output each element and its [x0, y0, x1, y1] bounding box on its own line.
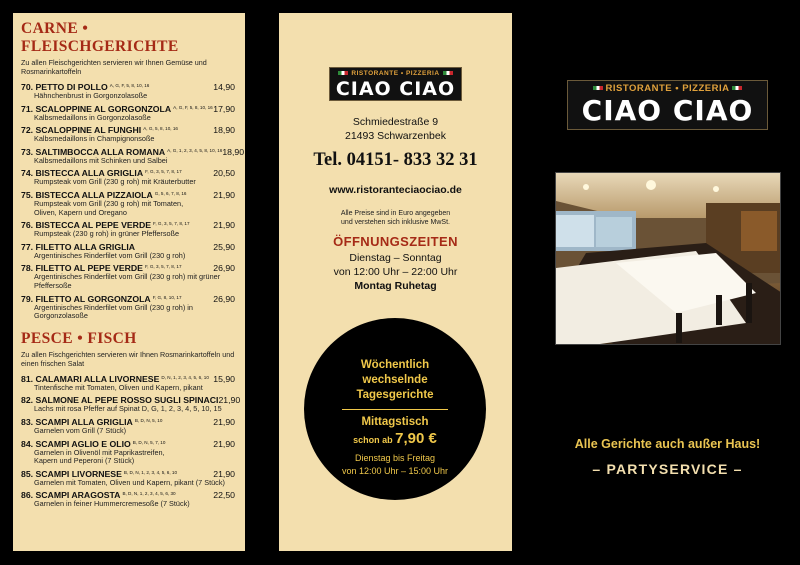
lunch-special-badge: [304, 318, 486, 500]
opening-hours: [279, 251, 512, 293]
lunch-days: Dienstag bis Freitag: [354, 453, 436, 463]
menu-item: [21, 146, 245, 166]
weekly-line: Wöchentlich: [360, 359, 430, 371]
menu-item: [21, 190, 237, 217]
menu-item-description: Garnelen in Olivenöl mit Paprikastreifen,: [34, 447, 165, 457]
menu-item-description: Garnelen vom Grill (7 Stück): [34, 425, 127, 435]
menu-item-price: 26,90: [213, 293, 235, 304]
logo-subtitle: RISTORANTE • PIZZERIA: [351, 70, 440, 77]
lunch-price-value: 7,90 €: [395, 430, 437, 447]
lunch-title: Mittagstisch: [361, 416, 429, 428]
menu-item-price: 21,90: [213, 468, 235, 479]
restaurant-logo-large: [567, 80, 768, 130]
menu-item-price: 18,90: [222, 146, 245, 157]
allergen-codes: A, G, 1, 2, 3, 4, 5, 8, 10, 16: [167, 147, 223, 153]
hours-days: Dienstag – Sonntag: [349, 252, 442, 264]
lunch-hours: [304, 452, 486, 478]
fish-section-intro: Zu allen Fischgerichten servieren wir Ihnen Rosmarinkartoffeln und einen frischen Salat: [21, 349, 235, 368]
partyservice-text: – PARTYSERVICE –: [592, 461, 743, 477]
menu-item-description: Oliven, Kapern und Oregano: [34, 207, 127, 217]
logo-title: CIAO CIAO: [581, 94, 754, 127]
menu-item: [21, 242, 237, 261]
menu-item-name: 78. FILETTO AL PEPE VERDE $^{F, G, 3, 5, 7, 8, 17}$: [21, 263, 182, 274]
menu-item-price: 20,50: [213, 168, 235, 179]
menu-item-description: Argentinisches Rinderfilet vom Grill (230 g roh): [34, 250, 186, 260]
menu-item: [21, 168, 237, 187]
weekly-dishes-text: [304, 358, 486, 403]
menu-item-description: Kapern und Peperoni (7 Stück): [34, 456, 135, 466]
menu-item-name: 86. SCAMPI ARAGOSTA $^{B, D, N, 1, 2, 3, 4, 5, 6, 30}$: [21, 490, 176, 501]
menu-item: [21, 439, 237, 466]
menu-item-description: Tintenfische mit Tomaten, Oliven und Kapern, pikant: [34, 382, 203, 392]
menu-item-price: 18,90: [213, 125, 235, 136]
menu-item: [21, 104, 237, 123]
menu-item-description: Kalbsmedaillons in Gorgonzolasoße: [34, 112, 151, 122]
menu-item-description: Kalbsmedaillons mit Schinken und Salbei: [34, 155, 168, 165]
address: [279, 115, 512, 143]
restaurant-logo: [329, 67, 462, 101]
info-panel: [279, 13, 512, 551]
menu-item-name: 76. BISTECCA AL PEPE VERDE $^{F, G, 3, 5, 7, 8, 17}$: [21, 220, 190, 231]
menu-item-price: 22,50: [213, 490, 235, 501]
logo-title: CIAO CIAO: [335, 78, 456, 100]
logo-subtitle: RISTORANTE • PIZZERIA: [605, 83, 730, 94]
allergen-codes: A, G, 5, 8, 10, 16: [143, 126, 178, 132]
takeaway-text: Alle Gerichte auch außer Haus!: [574, 437, 761, 451]
hours-times: von 12:00 Uhr – 22:00 Uhr: [333, 266, 458, 278]
menu-item-name: 84. SCAMPI AGLIO E OLIO $^{B, D, N, 5, 7, 10}$: [21, 438, 166, 449]
menu-item-price: 21,90: [213, 438, 235, 449]
menu-item-name: 74. BISTECCA ALLA GRIGLIA $^{F, G, 3, 5, 7, 8, 17}$: [21, 168, 182, 179]
menu-item-description: Rumpsteak (230 g roh) in grüner Pfeffersoße: [34, 229, 180, 239]
menu-item: [21, 417, 237, 436]
menu-item-name: 79. FILETTO AL GORGONZOLA $^{F, G, 8, 10, 17}$: [21, 293, 182, 304]
menu-item-name: 81. CALAMARI ALLA LIVORNESE $^{D, N, 1, 2, 3, 4, 5, 6, 10}$: [21, 373, 209, 384]
allergen-codes: D, N, 1, 2, 3, 4, 5, 6, 10: [161, 374, 209, 380]
allergen-codes: F, G, 8, 10, 17: [152, 294, 182, 300]
price-note-line: und verstehen sich inklusive MwSt.: [341, 219, 450, 226]
italian-flag-icon: [443, 71, 453, 75]
address-city: 21493 Schwarzenbek: [345, 130, 446, 142]
menu-item-name: 83. SCAMPI ALLA GRIGLIA $^{B, D, N, 5, 10}$: [21, 416, 163, 427]
address-street: Schmiedestraße 9: [352, 116, 439, 128]
menu-item-name: 75. BISTECCA ALLA PIZZAIOLA $^{G, 5, 6, 7, 8, 16}$: [21, 189, 187, 200]
menu-item-name: 73. SALTIMBOCCA ALLA ROMANA $^{A, G, 1, 2, 3, 4, 5, 8, 10, 16}$: [21, 146, 223, 157]
allergen-codes: F, G, 3, 5, 7, 8, 17: [144, 264, 182, 270]
menu-item-price: 25,90: [213, 241, 235, 252]
allergen-codes: A, G, F, 5, 8, 10, 16: [109, 83, 150, 88]
lunch-price-prefix: schon ab: [353, 435, 393, 445]
menu-item-description: Lachs mit rosa Pfeffer auf Spinat D, G, 1, 2, 3, 4, 5, 10, 15: [34, 404, 222, 414]
allergen-codes: F, G, 3, 5, 7, 8, 17: [153, 221, 190, 227]
website-link: www.ristoranteciaociao.de: [329, 184, 462, 196]
menu-item: [21, 294, 237, 321]
hours-closed: Montag Ruhetag: [354, 280, 437, 292]
menu-item-price: 21,90: [213, 220, 235, 231]
menu-item-description: Argentinisches Rinderfilet vom Grill (230 g roh) mit grüner Pfeffersoße: [34, 272, 221, 290]
menu-item-name: 77. FILETTO ALLA GRIGLIA: [21, 241, 136, 252]
fish-list: [21, 373, 241, 509]
menu-item-name: 82. SALMONE AL PEPE ROSSO SUGLI SPINACI: [21, 395, 219, 406]
price-note: [279, 209, 512, 227]
menu-item: [21, 374, 237, 393]
menu-item-price: 21,90: [213, 416, 235, 427]
weekly-line: Tagesgerichte: [356, 389, 434, 401]
italian-flag-icon: [338, 71, 348, 75]
italian-flag-icon: [732, 86, 742, 90]
menu-item-price: 26,90: [213, 263, 235, 274]
menu-item-description: Rumpsteak vom Grill (230 g roh) mit Tomaten,: [34, 198, 184, 208]
menu-item-description: Rumpsteak vom Grill (230 g roh) mit Kräuterbutter: [34, 177, 196, 187]
menu-item-description: Garnelen in feiner Hummercremesoße (7 Stück): [34, 499, 190, 509]
lunch-price: [304, 430, 486, 447]
allergen-codes: B, D, N, 1, 2, 3, 4, 5, 6, 10: [123, 469, 178, 475]
meat-section-title: CARNE • FLEISCHGERICHTE: [21, 20, 179, 55]
menu-item-price: 21,90: [213, 189, 235, 200]
menu-item-price: 15,90: [213, 373, 235, 384]
menu-item-name: 70. PETTO DI POLLO $^{A, G, F, 5, 8, 10, 16}$: [21, 82, 150, 92]
menu-item: [21, 263, 237, 290]
divider: [342, 409, 448, 410]
allergen-codes: B, D, N, 5, 10: [134, 417, 163, 423]
phone-number: Tel. 04151- 833 32 31: [313, 150, 478, 170]
allergen-codes: A, G, F, 5, 8, 10, 16: [173, 104, 213, 110]
allergen-codes: G, 5, 6, 7, 8, 16: [154, 190, 187, 196]
meat-section-intro: Zu allen Fleischgerichten servieren wir Ihnen Gemüse und Rosmarinkartoffeln: [21, 58, 207, 76]
menu-panel: [13, 13, 245, 551]
menu-item-name: 85. SCAMPI LIVORNESE $^{B, D, N, 1, 2, 3, 4, 5, 6, 10}$: [21, 468, 178, 479]
menu-item-name: 72. SCALOPPINE AL FUNGHI $^{A, G, 5, 8, 10, 16}$: [21, 125, 178, 136]
opening-hours-title: ÖFFNUNGSZEITEN: [333, 234, 458, 249]
fish-section-title: PESCE • FISCH: [21, 329, 137, 347]
meat-list: [21, 82, 245, 321]
menu-item-description: Hähnchenbrust in Gorgonzolasoße: [34, 91, 148, 100]
menu-item: [21, 469, 237, 488]
menu-item: [21, 220, 237, 239]
weekly-line: wechselnde: [362, 374, 428, 386]
menu-item: [21, 125, 237, 144]
menu-item: [21, 490, 237, 509]
menu-item-description: Kalbsmedaillons in Champignonsoße: [34, 134, 155, 144]
menu-item: [21, 82, 237, 101]
menu-item-price: 14,90: [213, 82, 235, 92]
italian-flag-icon: [593, 86, 603, 90]
allergen-codes: B, D, N, 1, 2, 3, 4, 5, 6, 30: [122, 491, 176, 497]
lunch-times: von 12:00 Uhr – 15:00 Uhr: [341, 466, 449, 476]
menu-item-price: 17,90: [213, 103, 235, 114]
menu-item: [21, 395, 241, 414]
menu-item-description: Argentinisches Rinderfilet vom Grill (230 g roh) in Gorgonzolasoße: [34, 302, 193, 321]
menu-item-name: 71. SCALOPPINE AL GORGONZOLA $^{A, G, F, 5, 8, 10, 16}$: [21, 103, 213, 114]
allergen-codes: B, D, N, 5, 7, 10: [132, 439, 166, 445]
menu-item-price: 21,90: [218, 395, 241, 406]
allergen-codes: F, G, 3, 5, 7, 8, 17: [145, 169, 182, 175]
menu-item-description: Garnelen mit Tomaten, Oliven und Kapern, pikant (7 Stück): [34, 477, 225, 487]
restaurant-interior-photo: [555, 172, 781, 345]
price-note-line: Alle Preise sind in Euro angegeben: [340, 210, 451, 217]
